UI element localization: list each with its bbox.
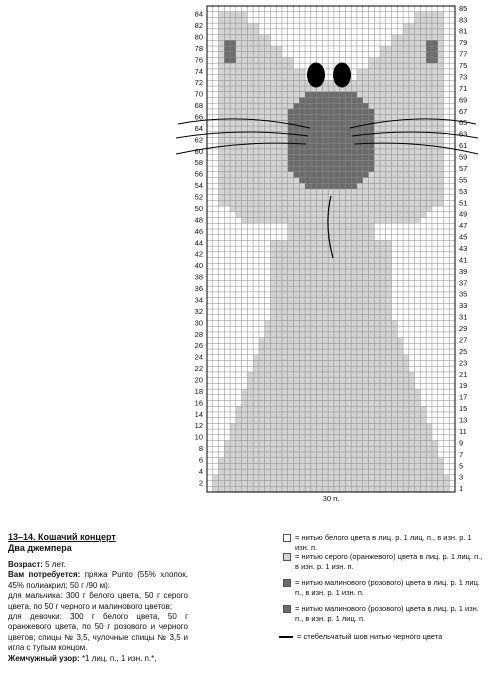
body-cells: [288, 223, 375, 229]
girl-text: для девочки: 300 г белого цвета, 50 г оранжевого цвета, по 50 г розового и черного цветов; спицы № 3,5, чулочные спицы № 3,5 и игла с тупым концом.: [8, 612, 188, 653]
row-number-label: 79: [459, 38, 468, 48]
row-number-label: 67: [459, 106, 468, 116]
row-number-label: 9: [459, 438, 464, 448]
row-number-label: 25: [459, 346, 468, 356]
body-cells: [224, 446, 437, 452]
row-number-label: 50: [194, 203, 203, 213]
pattern-number: 13–14. Кошачий концерт: [8, 532, 116, 542]
row-number-label: 63: [459, 129, 468, 139]
legend-item-line: [283, 632, 442, 642]
muzzle-cells: [288, 109, 375, 115]
stitch-count-label: 30 п.: [322, 494, 340, 503]
row-number-label: 83: [459, 15, 468, 25]
row-number-label: 13: [459, 415, 468, 425]
body-cells: [224, 452, 437, 458]
row-number-label: 43: [459, 244, 468, 254]
row-number-label: 58: [194, 158, 203, 168]
row-number-label: 28: [194, 329, 203, 339]
materials-label: Вам потребуется:: [8, 570, 81, 580]
pattern-subtitle: Два джемпера: [8, 543, 72, 553]
ear-cells: [392, 35, 444, 41]
pearl-value: *1 лиц. п., 1 изн. п.*,: [79, 653, 157, 663]
body-cells: [265, 320, 398, 326]
legend-white-text: = нитью белого цвета в лиц. р. 1 лиц. п., в изн. р. 1 изн. п.: [295, 533, 472, 552]
body-cells: [253, 360, 409, 366]
body-cells: [242, 401, 421, 407]
stem-stitch-line-icon: [279, 636, 293, 638]
row-number-label: 8: [198, 444, 203, 454]
instructions: [8, 560, 188, 664]
row-number-label: 41: [459, 255, 468, 265]
ear-cells: [403, 29, 443, 35]
body-cells: [219, 469, 444, 475]
ear-cells: [357, 75, 444, 81]
row-number-label: 65: [459, 118, 468, 128]
row-number-label: 14: [194, 409, 203, 419]
row-number-label: 32: [194, 306, 203, 316]
body-cells: [242, 218, 421, 224]
body-cells: [247, 372, 414, 378]
row-number-label: 71: [459, 83, 468, 93]
row-number-label: 22: [194, 364, 203, 374]
body-cells: [270, 298, 391, 304]
muzzle-cells: [288, 160, 375, 166]
ear-cells: [219, 63, 294, 69]
body-cells: [219, 189, 444, 195]
ear-cells: [368, 63, 443, 69]
row-number-label: 47: [459, 221, 468, 231]
row-number-label: 1: [459, 484, 464, 494]
white-swatch-icon: [283, 534, 291, 542]
body-cells: [236, 412, 426, 418]
legend-item-dark2: [283, 604, 483, 623]
row-number-label: 38: [194, 272, 203, 282]
row-number-label: 23: [459, 358, 468, 368]
row-number-label: 82: [194, 21, 203, 31]
body-cells: [270, 286, 391, 292]
row-number-label: 81: [459, 26, 468, 36]
row-number-label: 60: [194, 146, 203, 156]
muzzle-cells: [288, 155, 375, 161]
row-number-label: 64: [194, 123, 203, 133]
ear-cells: [219, 75, 306, 81]
row-number-label: 30: [194, 318, 203, 328]
row-number-label: 37: [459, 278, 468, 288]
dark-swatch-icon: [283, 605, 291, 613]
body-cells: [219, 463, 444, 469]
body-cells: [270, 280, 391, 286]
muzzle-cells: [288, 126, 375, 132]
row-number-label: 17: [459, 392, 468, 402]
row-number-label: 35: [459, 289, 468, 299]
row-number-label: 46: [194, 226, 203, 236]
body-cells: [247, 383, 414, 389]
row-number-label: 31: [459, 312, 468, 322]
right-row-numbers: [459, 4, 467, 493]
pattern-title: [8, 532, 116, 554]
row-number-label: 5: [459, 461, 464, 471]
row-number-label: 21: [459, 369, 468, 379]
row-number-label: 19: [459, 381, 468, 391]
body-cells: [259, 349, 403, 355]
ear-cells: [357, 69, 444, 75]
row-number-label: 4: [198, 466, 203, 476]
row-number-label: 78: [194, 43, 203, 53]
body-cells: [230, 423, 432, 429]
row-number-label: 7: [459, 449, 464, 459]
row-number-label: 59: [459, 152, 468, 162]
row-number-label: 2: [198, 478, 203, 488]
row-number-label: 36: [194, 284, 203, 294]
muzzle-cells: [288, 115, 375, 121]
legend-item-white: [283, 533, 483, 552]
pearl-label: Жемчужный узор:: [8, 653, 80, 663]
row-number-label: 26: [194, 341, 203, 351]
muzzle-cells: [288, 149, 375, 155]
right-eye: [333, 63, 351, 88]
legend-grey-text: = нитью серого (оранжевого) цвета в лиц. р. 1 лиц. п., в изн. р. 1 изн. п.: [295, 552, 483, 571]
grey-swatch-icon: [283, 553, 291, 561]
row-number-label: 74: [194, 66, 203, 76]
body-cells: [230, 435, 432, 441]
row-number-label: 12: [194, 421, 203, 431]
row-number-label: 6: [198, 455, 203, 465]
row-number-label: 45: [459, 232, 468, 242]
body-cells: [230, 206, 432, 212]
row-number-label: 69: [459, 95, 468, 105]
ear-cells: [403, 23, 443, 29]
row-number-label: 62: [194, 135, 203, 145]
legend-item-grey: [283, 552, 483, 571]
boy-text: для мальчика: 300 г белого цвета, 50 г серого цвета, по 50 г черного и малинового цветов;: [8, 591, 188, 611]
row-number-label: 3: [459, 472, 464, 482]
body-cells: [242, 389, 421, 395]
body-cells: [288, 235, 375, 241]
ear-cells: [415, 12, 444, 18]
body-cells: [236, 406, 426, 412]
row-number-label: 40: [194, 261, 203, 271]
row-number-label: 84: [194, 9, 203, 19]
body-cells: [270, 303, 391, 309]
row-number-label: 11: [459, 426, 467, 436]
row-number-label: 10: [194, 432, 203, 442]
ear-cells: [415, 17, 444, 23]
row-number-label: 68: [194, 101, 203, 111]
body-cells: [270, 315, 391, 321]
left-eye: [307, 63, 325, 88]
body-cells: [253, 355, 409, 361]
body-cells: [213, 481, 449, 487]
ear-cells: [219, 17, 248, 23]
row-number-label: 29: [459, 324, 468, 334]
body-cells: [265, 326, 398, 332]
body-cells: [219, 80, 444, 86]
body-cells: [219, 200, 444, 206]
dark-swatch-icon: [283, 579, 291, 587]
muzzle-cells: [305, 183, 357, 189]
materials-value: пряжа Punto (55% хлопок, 45% полиакрил; 50 г /90 м):: [8, 570, 188, 590]
ear-cells: [219, 12, 248, 18]
muzzle-cells: [305, 92, 357, 98]
row-number-label: 76: [194, 55, 203, 65]
body-cells: [247, 378, 414, 384]
muzzle-cells: [288, 138, 375, 144]
age-value: 5 лет.: [42, 560, 66, 569]
body-cells: [270, 292, 391, 298]
muzzle-cells: [299, 178, 362, 184]
body-cells: [230, 429, 432, 435]
row-number-label: 33: [459, 301, 468, 311]
row-number-label: 16: [194, 398, 203, 408]
row-number-label: 85: [459, 3, 468, 13]
row-number-label: 52: [194, 192, 203, 202]
row-number-label: 34: [194, 295, 203, 305]
left-row-numbers: [195, 10, 203, 488]
row-number-label: 70: [194, 89, 203, 99]
ear-cells: [219, 35, 271, 41]
row-number-label: 57: [459, 163, 468, 173]
row-number-label: 75: [459, 61, 468, 71]
muzzle-cells: [288, 166, 375, 172]
ear-cells: [219, 29, 259, 35]
row-number-label: 77: [459, 49, 468, 59]
row-number-label: 72: [194, 78, 203, 88]
body-cells: [236, 418, 426, 424]
row-number-label: 42: [194, 249, 203, 259]
body-cells: [270, 263, 391, 269]
muzzle-cells: [299, 97, 362, 103]
row-number-label: 61: [459, 141, 468, 151]
body-cells: [242, 395, 421, 401]
row-number-label: 27: [459, 335, 468, 345]
body-cells: [265, 332, 398, 338]
legend-dark2-text: = нитью малинового (розового) цвета в лиц. р. 1 изн. п., в изн. р. 1 лиц. п.: [295, 604, 479, 623]
muzzle-cells: [294, 103, 369, 109]
row-number-label: 15: [459, 404, 468, 414]
row-number-label: 49: [459, 209, 468, 219]
row-number-label: 80: [194, 32, 203, 42]
body-cells: [253, 366, 409, 372]
row-number-label: 20: [194, 375, 203, 385]
body-cells: [224, 441, 437, 447]
body-cells: [270, 252, 391, 258]
muzzle-cells: [294, 172, 369, 178]
row-number-label: 51: [459, 198, 468, 208]
row-number-label: 56: [194, 169, 203, 179]
row-number-label: 54: [194, 181, 203, 191]
body-cells: [219, 86, 444, 92]
body-cells: [288, 229, 375, 235]
body-cells: [270, 258, 391, 264]
row-number-label: 48: [194, 215, 203, 225]
row-number-label: 18: [194, 386, 203, 396]
row-number-label: 44: [194, 238, 203, 248]
age-label: Возраст:: [8, 560, 43, 569]
legend-dark1-text: = нитью малинового (розового) цвета в лиц. р. 1 лиц. п., в изн. р. 1 изн. п.: [295, 578, 480, 597]
ear-cells: [219, 23, 259, 29]
body-cells: [270, 269, 391, 275]
body-cells: [270, 275, 391, 281]
row-number-label: 73: [459, 72, 468, 82]
row-number-label: 53: [459, 186, 468, 196]
body-cells: [259, 343, 403, 349]
ear-cells: [219, 69, 306, 75]
body-cells: [270, 240, 391, 246]
row-number-label: 39: [459, 266, 468, 276]
body-cells: [213, 486, 449, 492]
body-cells: [213, 475, 449, 481]
legend-line-text: = стебельчатый шов нитью черного цвета: [297, 632, 443, 641]
legend-item-dark1: [283, 578, 483, 597]
body-cells: [270, 309, 391, 315]
row-number-label: 66: [194, 112, 203, 122]
body-cells: [219, 458, 444, 464]
row-number-label: 55: [459, 175, 468, 185]
body-cells: [259, 338, 403, 344]
body-cells: [236, 212, 426, 218]
row-number-label: 24: [194, 352, 203, 362]
